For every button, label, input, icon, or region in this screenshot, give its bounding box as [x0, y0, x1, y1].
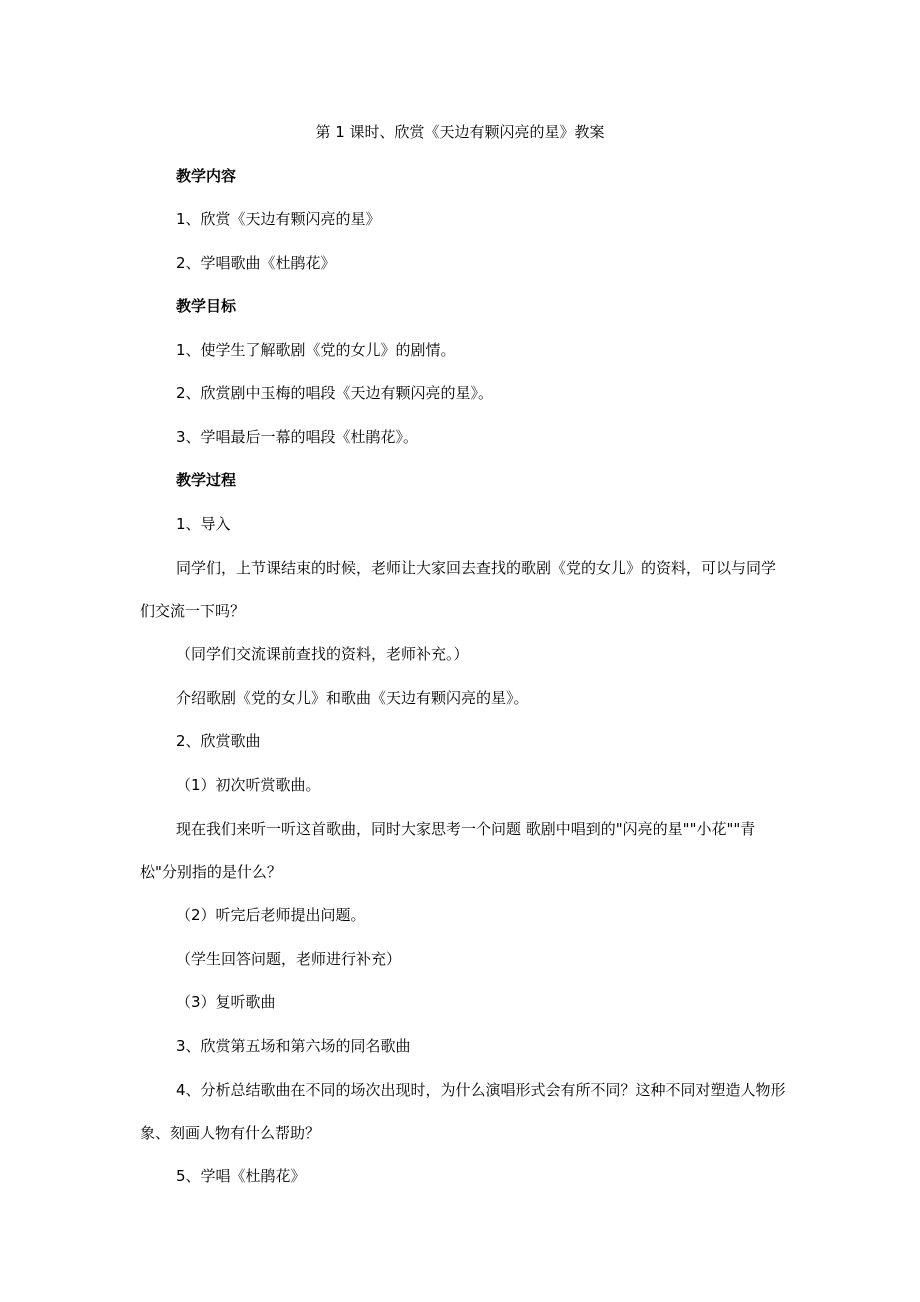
content-item-1: 1、欣赏《天边有颗闪亮的星》: [176, 210, 381, 228]
heading-teaching-goals: 教学目标: [176, 297, 237, 315]
paragraph-exchange: （同学们交流课前查找的资料，老师补充。）: [176, 645, 469, 663]
goal-item-1: 1、使学生了解歌剧《党的女儿》的剧情。: [176, 341, 456, 359]
process-step-5: 5、学唱《杜鹃花》: [176, 1167, 306, 1185]
content-item-2: 2、学唱歌曲《杜鹃花》: [176, 254, 336, 272]
paragraph-intro: 同学们，上节课结束的时候，老师让大家回去查找的歌剧《党的女儿》的资料，可以与同学们交流一下吗？: [140, 559, 777, 620]
goal-item-2: 2、欣赏剧中玉梅的唱段《天边有颗闪亮的星》。: [176, 384, 494, 402]
goal-item-3: 3、学唱最后一幕的唱段《杜鹃花》。: [176, 428, 419, 446]
paragraph-listen: 现在我们来听一听这首歌曲，同时大家思考一个问题 歌剧中唱到的"闪亮的星""小花""青松"分别指的是什么？: [140, 820, 756, 881]
process-step-2: 2、欣赏歌曲: [176, 732, 261, 750]
heading-teaching-content: 教学内容: [176, 167, 237, 185]
sub-step-2-1: （1）初次听赏歌曲。: [176, 776, 321, 794]
process-step-4: 4、分析总结歌曲在不同的场次出现时，为什么演唱形式会有所不同？这种不同对塑造人物形象、刻画人物有什么帮助？: [140, 1081, 786, 1142]
paragraph-introduce: 介绍歌剧《党的女儿》和歌曲《天边有颗闪亮的星》。: [176, 689, 529, 707]
sub-step-2-2: （2）听完后老师提出问题。: [176, 906, 366, 924]
process-step-1: 1、导入: [176, 515, 231, 533]
paragraph-answer: （学生回答问题，老师进行补充）: [176, 950, 402, 968]
document-title: 第 1 课时、欣赏《天边有颗闪亮的星》教案: [315, 123, 605, 141]
sub-step-2-3: （3）复听歌曲: [176, 993, 276, 1011]
process-step-3: 3、欣赏第五场和第六场的同名歌曲: [176, 1037, 411, 1055]
heading-teaching-process: 教学过程: [176, 471, 237, 489]
